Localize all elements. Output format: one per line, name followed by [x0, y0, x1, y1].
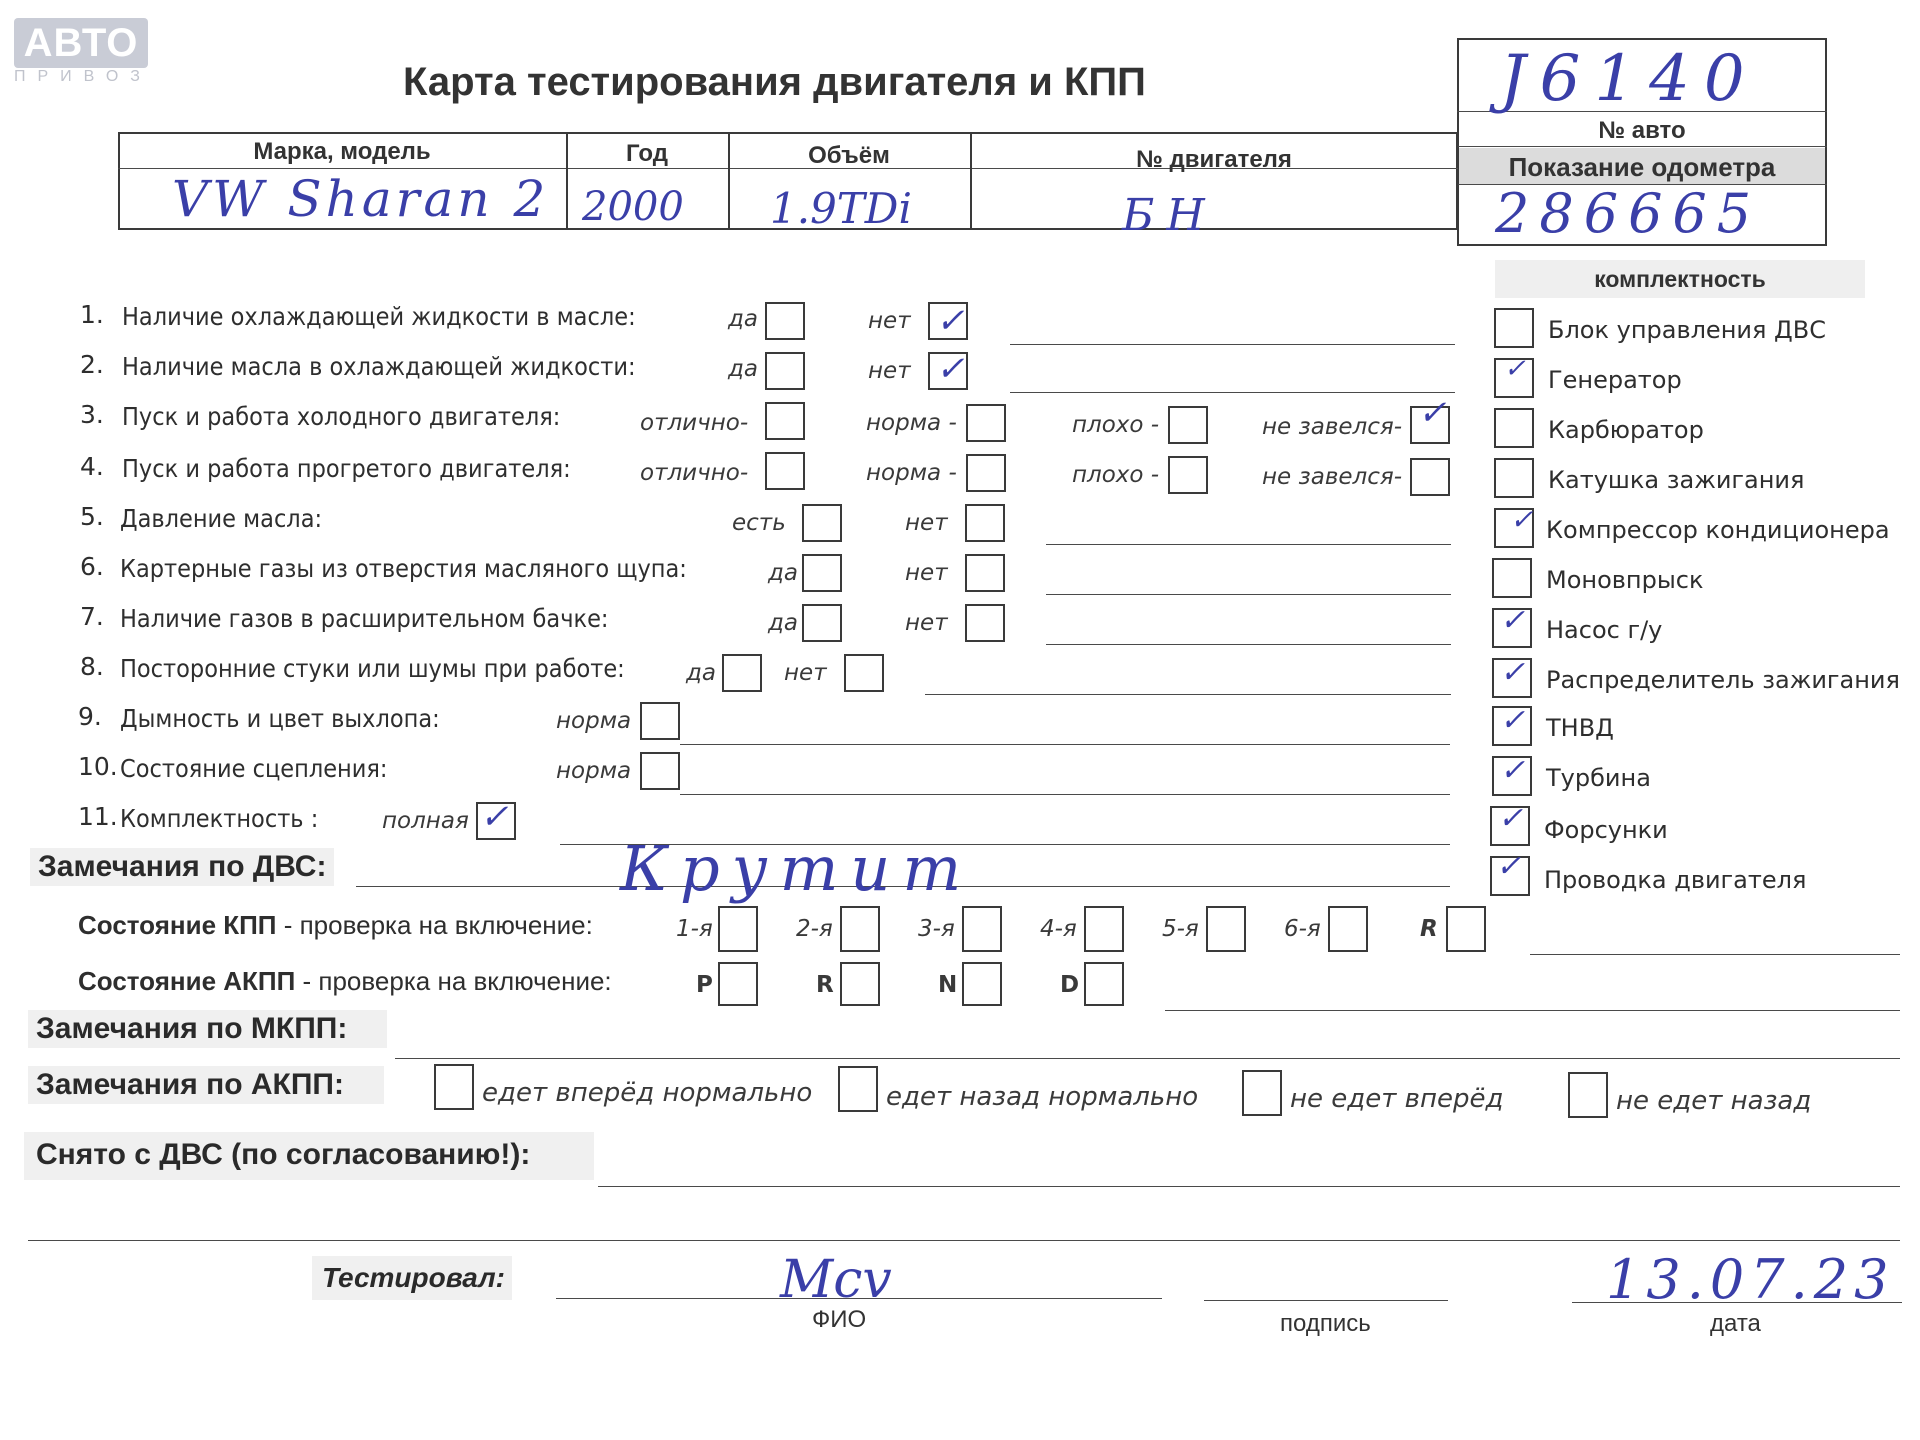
q11-full-label: полная	[382, 808, 469, 834]
akpp-n-label: N	[938, 972, 958, 998]
q4-bad-checkbox[interactable]	[1168, 456, 1208, 494]
kpp-gear-5-label: 5-я	[1162, 916, 1199, 942]
q8-text: Посторонние стуки или шумы при работе:	[120, 654, 625, 683]
q11-num: 11.	[78, 802, 118, 831]
akpp-p-label: P	[696, 972, 713, 998]
kpp-label	[78, 910, 593, 941]
comp-ac-compressor-label: Компрессор кондиционера	[1546, 516, 1890, 544]
q11-text: Комплектность :	[120, 804, 319, 833]
q3-nostart-label: не завелся-	[1262, 414, 1403, 440]
q3-bad-label: плохо -	[1072, 412, 1160, 438]
comp-ecu-checkbox[interactable]	[1494, 308, 1534, 348]
akpp-r-label: R	[816, 972, 834, 998]
col-make-model-label: Марка, модель	[253, 138, 431, 165]
q3-normal-checkbox[interactable]	[966, 404, 1006, 442]
q1-no-label: нет	[868, 308, 911, 334]
kpp-label-rest: - проверка на включение:	[276, 910, 593, 940]
q3-nostart-mark: ✓	[1418, 393, 1447, 433]
logo-wordmark: АВТО	[14, 18, 148, 68]
q2-no-label: нет	[868, 358, 911, 384]
remarks-dvs-value: Крутит	[620, 832, 974, 905]
comp-coil-checkbox[interactable]	[1494, 458, 1534, 498]
q2-num: 2.	[80, 350, 104, 379]
q3-normal-label: норма -	[866, 410, 957, 436]
kpp-gear-4-label: 4-я	[1040, 916, 1077, 942]
kpp-gear-1-checkbox[interactable]	[718, 906, 758, 952]
comp-wiring-label: Проводка двигателя	[1544, 866, 1807, 894]
q7-yes-checkbox[interactable]	[802, 604, 842, 642]
q1-yes-label: да	[728, 306, 758, 332]
comp-tnvd-label: ТНВД	[1546, 714, 1614, 742]
q3-excellent-label: отлично-	[640, 410, 749, 436]
kpp-gear-4-checkbox[interactable]	[1084, 906, 1124, 952]
akpp-d-label: D	[1060, 972, 1080, 998]
q3-num: 3.	[80, 400, 104, 429]
comp-monoinjection-checkbox[interactable]	[1492, 558, 1532, 598]
q8-yes-label: да	[686, 660, 716, 686]
q4-excellent-label: отлично-	[640, 460, 749, 486]
comp-distributor-mark: ✓	[1500, 655, 1526, 690]
tester-name-value: Mcv	[780, 1250, 892, 1310]
q2-yes-label: да	[728, 356, 758, 382]
q5-no-checkbox[interactable]	[965, 504, 1005, 542]
logo	[14, 18, 154, 88]
q8-no-label: нет	[784, 660, 827, 686]
q3-excellent-checkbox[interactable]	[765, 402, 805, 440]
comp-turbo-mark: ✓	[1500, 753, 1526, 788]
comp-ps-pump-label: Насос г/у	[1546, 616, 1663, 644]
comp-carburetor-label: Карбюратор	[1548, 416, 1704, 444]
comp-monoinjection-label: Моновпрыск	[1546, 566, 1704, 594]
test-date-value: 13.07.23	[1606, 1248, 1895, 1311]
q1-num: 1.	[80, 300, 104, 329]
removed-label: Снято с ДВС (по согласованию!):	[36, 1138, 531, 1171]
make-model-value: VW Sharan 2	[172, 170, 550, 228]
kpp-gear-r-checkbox[interactable]	[1446, 906, 1486, 952]
q4-normal-checkbox[interactable]	[966, 454, 1006, 492]
fio-caption: ФИО	[812, 1306, 867, 1333]
odometer-value: 286665	[1495, 182, 1762, 245]
q5-present-label: есть	[732, 510, 786, 536]
q1-no-mark: ✓	[936, 301, 965, 341]
akpp-d-checkbox[interactable]	[1084, 962, 1124, 1006]
col-volume-label: Объём	[808, 142, 890, 169]
akpp-n-checkbox[interactable]	[962, 962, 1002, 1006]
col-year-label: Год	[626, 140, 668, 167]
q11-full-mark: ✓	[480, 797, 509, 837]
q4-nostart-checkbox[interactable]	[1410, 458, 1450, 496]
remarks-mkpp-label: Замечания по МКПП:	[28, 1010, 387, 1048]
comp-wiring-mark: ✓	[1496, 849, 1522, 884]
q6-yes-checkbox[interactable]	[802, 554, 842, 592]
akpp-no-reverse-checkbox[interactable]	[1568, 1072, 1608, 1118]
q2-no-mark: ✓	[936, 349, 965, 389]
q6-text: Картерные газы из отверстия масляного щупа:	[120, 554, 687, 583]
comp-generator-label: Генератор	[1548, 366, 1682, 394]
q5-text: Давление масла:	[120, 504, 323, 533]
akpp-label	[78, 966, 612, 997]
comp-tnvd-mark: ✓	[1500, 703, 1526, 738]
q6-yes-label: да	[768, 560, 798, 586]
q9-text: Дымность и цвет выхлопа:	[120, 704, 440, 733]
auto-number-value: J6140	[1500, 42, 1759, 116]
comp-distributor-label: Распределитель зажигания	[1546, 666, 1900, 694]
q4-nostart-label: не завелся-	[1262, 464, 1403, 490]
akpp-label-rest: - проверка на включение:	[295, 966, 612, 996]
page-title: Карта тестирования двигателя и КПП	[403, 60, 1146, 104]
volume-value: 1.9TDi	[770, 184, 912, 233]
q7-no-checkbox[interactable]	[965, 604, 1005, 642]
kpp-gear-1-label: 1-я	[676, 916, 713, 942]
completeness-title: комплектность	[1594, 266, 1766, 292]
q6-no-label: нет	[905, 560, 948, 586]
kpp-gear-2-label: 2-я	[796, 916, 833, 942]
akpp-r-checkbox[interactable]	[840, 962, 880, 1006]
col-engine-no-label: № двигателя	[1136, 146, 1292, 173]
q5-no-label: нет	[905, 510, 948, 536]
year-value: 2000	[582, 184, 684, 230]
comp-injectors-label: Форсунки	[1544, 816, 1668, 844]
q8-yes-checkbox[interactable]	[722, 654, 762, 692]
akpp-reverse-ok-checkbox[interactable]	[838, 1066, 878, 1112]
comp-ecu-label: Блок управления ДВС	[1548, 316, 1827, 344]
date-caption: дата	[1710, 1310, 1761, 1337]
kpp-gear-3-checkbox[interactable]	[962, 906, 1002, 952]
comp-ps-pump-mark: ✓	[1500, 603, 1526, 638]
q1-yes-checkbox[interactable]	[765, 302, 805, 340]
remarks-dvs-label: Замечания по ДВС:	[30, 848, 334, 886]
q6-no-checkbox[interactable]	[965, 554, 1005, 592]
q8-no-checkbox[interactable]	[844, 654, 884, 692]
q10-text: Состояние сцепления:	[120, 754, 388, 783]
akpp-label-bold: Состояние АКПП	[78, 966, 296, 996]
q9-normal-label: норма	[556, 708, 632, 734]
odometer-label: Показание одометра	[1508, 152, 1776, 182]
kpp-label-bold: Состояние КПП	[78, 910, 277, 940]
q4-text: Пуск и работа прогретого двигателя:	[122, 454, 571, 483]
q8-num: 8.	[80, 652, 104, 681]
akpp-reverse-ok-label: едет назад нормально	[886, 1082, 1199, 1112]
engine-no-value: БН	[1122, 190, 1217, 241]
logo-subtitle: ПРИВОЗ	[14, 68, 152, 85]
kpp-gear-6-checkbox[interactable]	[1328, 906, 1368, 952]
q10-normal-label: норма	[556, 758, 632, 784]
q2-text: Наличие масла в охлаждающей жидкости:	[122, 352, 636, 381]
q1-text: Наличие охлаждающей жидкости в масле:	[122, 302, 636, 331]
q4-num: 4.	[80, 452, 104, 481]
q7-text: Наличие газов в расширительном бачке:	[120, 604, 609, 633]
comp-generator-mark: ✓	[1504, 354, 1526, 384]
q5-num: 5.	[80, 502, 104, 531]
remarks-akpp-label: Замечания по АКПП:	[28, 1066, 384, 1104]
akpp-forward-ok-label: едет вперёд нормально	[482, 1078, 813, 1108]
akpp-forward-ok-checkbox[interactable]	[434, 1064, 474, 1110]
signature-caption: подпись	[1280, 1310, 1371, 1337]
q10-normal-checkbox[interactable]	[640, 752, 680, 790]
akpp-no-forward-checkbox[interactable]	[1242, 1070, 1282, 1116]
q6-num: 6.	[80, 552, 104, 581]
q9-normal-checkbox[interactable]	[640, 702, 680, 740]
q7-num: 7.	[80, 602, 104, 631]
q3-bad-checkbox[interactable]	[1168, 406, 1208, 444]
kpp-gear-r-label: R	[1420, 916, 1438, 942]
kpp-gear-6-label: 6-я	[1284, 916, 1321, 942]
q7-no-label: нет	[905, 610, 948, 636]
comp-turbo-label: Турбина	[1546, 764, 1651, 792]
akpp-no-reverse-label: не едет назад	[1616, 1086, 1812, 1116]
comp-injectors-mark: ✓	[1498, 801, 1524, 836]
kpp-gear-5-checkbox[interactable]	[1206, 906, 1246, 952]
q7-yes-label: да	[768, 610, 798, 636]
akpp-p-checkbox[interactable]	[718, 962, 758, 1006]
kpp-gear-2-checkbox[interactable]	[840, 906, 880, 952]
comp-ac-compressor-mark: ✓	[1510, 503, 1534, 536]
q9-num: 9.	[78, 702, 102, 731]
q4-excellent-checkbox[interactable]	[765, 452, 805, 490]
q3-text: Пуск и работа холодного двигателя:	[122, 402, 561, 431]
q2-yes-checkbox[interactable]	[765, 352, 805, 390]
akpp-no-forward-label: не едет вперёд	[1290, 1084, 1504, 1114]
auto-number-label: № авто	[1598, 117, 1686, 144]
kpp-gear-3-label: 3-я	[918, 916, 955, 942]
q4-bad-label: плохо -	[1072, 462, 1160, 488]
q5-present-checkbox[interactable]	[802, 504, 842, 542]
q10-num: 10.	[78, 752, 118, 781]
comp-carburetor-checkbox[interactable]	[1494, 408, 1534, 448]
q4-normal-label: норма -	[866, 460, 957, 486]
comp-coil-label: Катушка зажигания	[1548, 466, 1805, 494]
tested-label: Тестировал:	[322, 1262, 505, 1293]
